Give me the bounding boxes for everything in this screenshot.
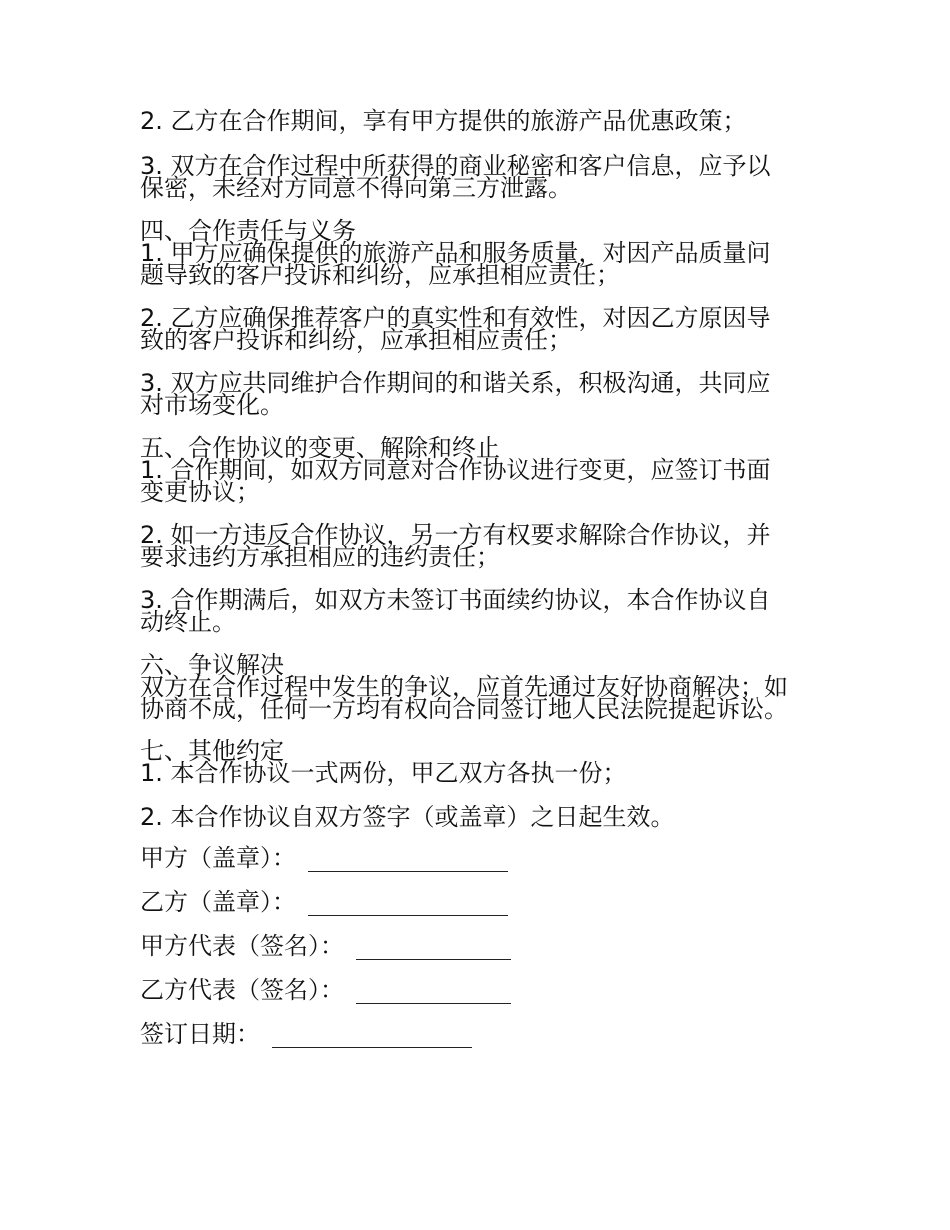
text-line: 1. 合作期间，如双方同意对合作协议进行变更，应签订书面 [140, 456, 771, 484]
clause-5-2 [140, 521, 815, 571]
section-heading-7: 七、其他约定 [140, 737, 284, 765]
signature-label: 甲方（盖章）： [140, 844, 296, 872]
clause-5-1 [140, 456, 815, 506]
text-line: 2. 乙方在合作期间，享有甲方提供的旅游产品优惠政策； [140, 107, 747, 135]
text-line: 对市场变化。 [140, 391, 284, 419]
signature-blank-line[interactable] [308, 849, 508, 872]
signature-blank-line[interactable] [356, 981, 511, 1004]
text-line: 动终止。 [140, 608, 236, 636]
signature-party-a-seal [140, 844, 508, 872]
text-line: 1. 本合作协议一式两份，甲乙双方各执一份； [140, 759, 627, 787]
clause-7-2 [140, 803, 815, 831]
text-line: 致的客户投诉和纠纷，应承担相应责任； [140, 326, 572, 354]
clause-2-3 [140, 152, 815, 202]
text-line: 1. 甲方应确保提供的旅游产品和服务质量，对因产品质量问 [140, 239, 771, 267]
clause-4-2 [140, 304, 815, 354]
signature-label: 签订日期： [140, 1020, 260, 1048]
text-line: 协商不成，任何一方均有权向合同签订地人民法院提起诉讼。 [140, 695, 788, 723]
text-line: 2. 如一方违反合作协议，另一方有权要求解除合作协议，并 [140, 521, 771, 549]
text-line: 双方在合作过程中发生的争议，应首先通过友好协商解决；如 [140, 673, 788, 701]
signature-party-a-representative [140, 932, 511, 960]
signature-label: 乙方代表（签名）： [140, 976, 344, 1004]
text-line: 题导致的客户投诉和纠纷，应承担相应责任； [140, 261, 620, 289]
text-line: 要求违约方承担相应的违约责任； [140, 543, 500, 571]
text-line: 2. 乙方应确保推荐客户的真实性和有效性，对因乙方原因导 [140, 304, 771, 332]
signature-party-b-representative [140, 976, 511, 1004]
text-line: 2. 本合作协议自双方签字（或盖章）之日起生效。 [140, 803, 675, 831]
section-heading-4: 四、合作责任与义务 [140, 217, 356, 245]
text-line: 变更协议； [140, 478, 260, 506]
signature-label: 乙方（盖章）： [140, 888, 296, 916]
signature-date [140, 1020, 472, 1048]
signature-party-b-seal [140, 888, 508, 916]
section-heading-6: 六、争议解决 [140, 651, 284, 679]
clause-2-2 [140, 107, 815, 135]
signature-label: 甲方代表（签名）： [140, 932, 344, 960]
clause-5-3 [140, 586, 815, 636]
clause-7-1 [140, 759, 815, 787]
text-line: 3. 双方在合作过程中所获得的商业秘密和客户信息，应予以 [140, 152, 771, 180]
signature-blank-line[interactable] [272, 1025, 472, 1048]
text-line: 3. 合作期满后，如双方未签订书面续约协议，本合作协议自 [140, 586, 771, 614]
clause-4-1 [140, 239, 815, 289]
section-heading-5: 五、合作协议的变更、解除和终止 [140, 434, 500, 462]
clause-6-1 [140, 673, 815, 723]
signature-blank-line[interactable] [356, 937, 511, 960]
text-line: 保密，未经对方同意不得向第三方泄露。 [140, 174, 572, 202]
text-line: 3. 双方应共同维护合作期间的和谐关系，积极沟通，共同应 [140, 369, 771, 397]
clause-4-3 [140, 369, 815, 419]
signature-blank-line[interactable] [308, 893, 508, 916]
